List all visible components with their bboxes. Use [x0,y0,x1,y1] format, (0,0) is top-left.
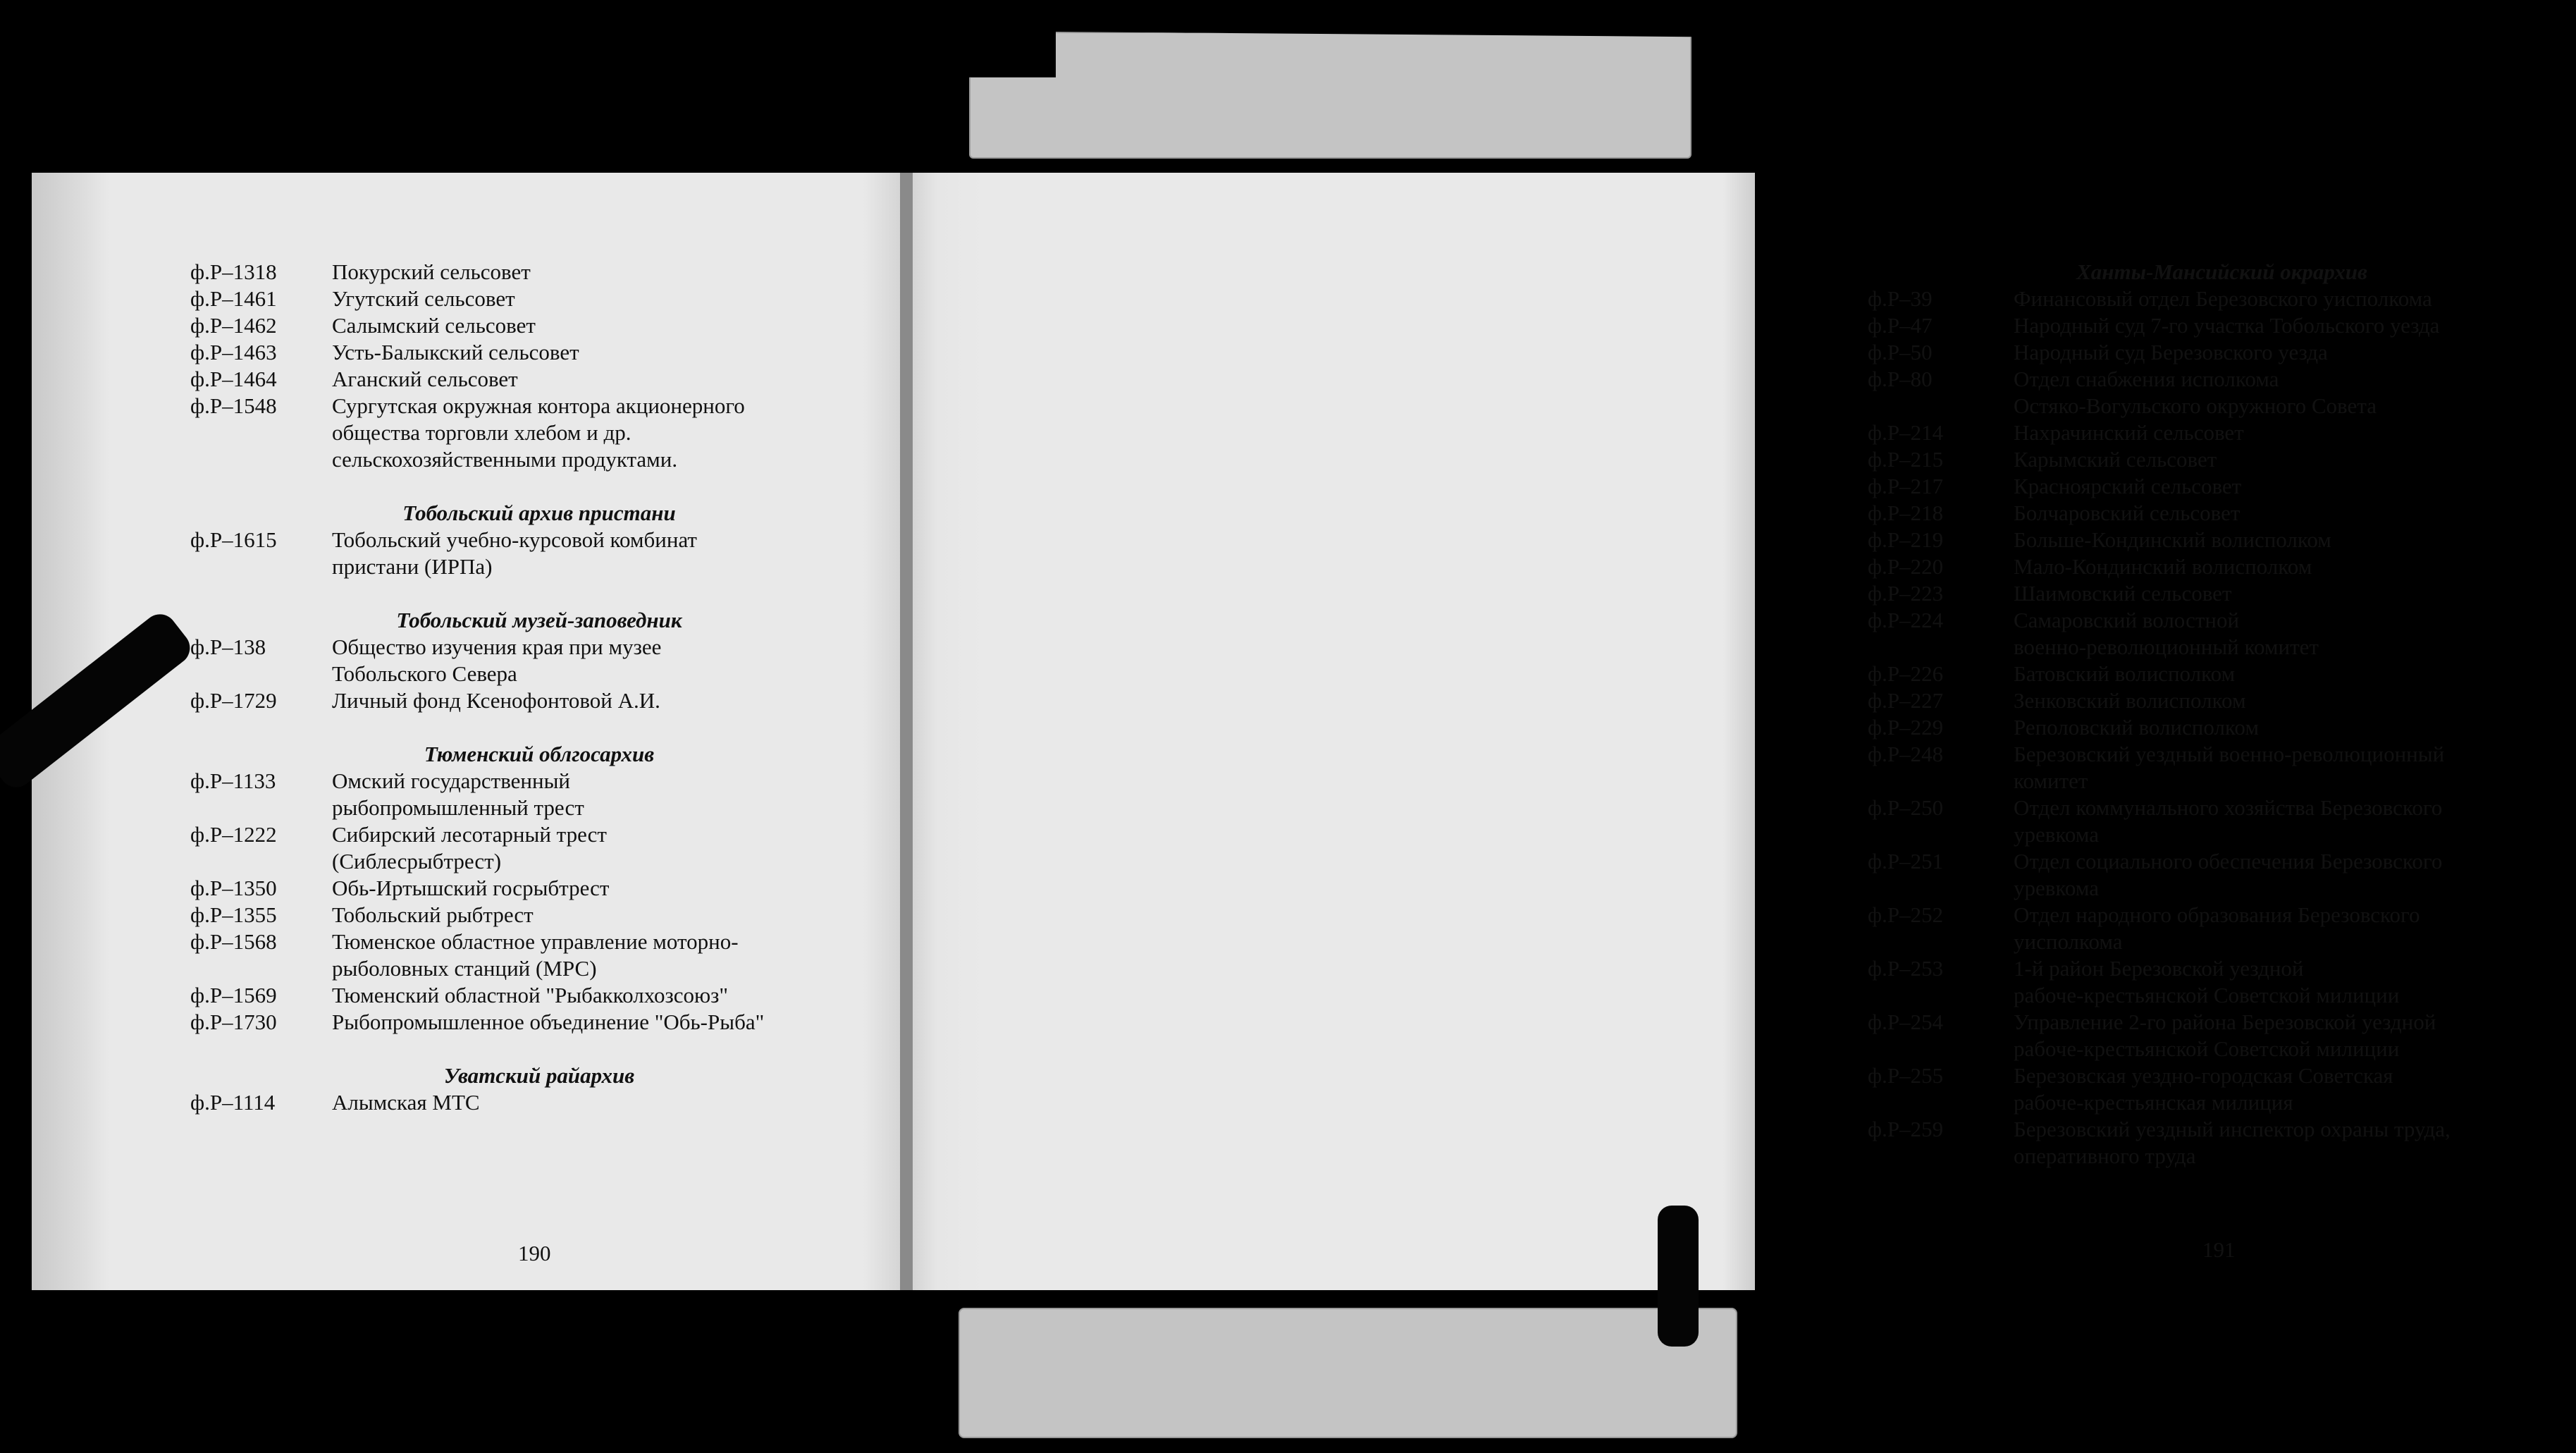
fund-name-line: Отдел социального обеспечения Березовского [2014,849,2443,873]
fund-entry [190,339,888,366]
fund-code: ф.Р–1463 [190,340,277,364]
fund-name-line: Алымская МТС [332,1090,480,1115]
marker-strap-right [1658,1206,1699,1347]
fund-name [332,634,888,687]
fund-name-line: Зенковский волисполком [2014,688,2246,713]
fund-name [2014,1116,2576,1170]
fund-name-line: Самаровский волостной [2014,608,2240,632]
fund-name-line: Нахрачинский сельсовет [2014,420,2244,445]
fund-name [332,339,888,366]
fund-entry [1868,661,2576,687]
fund-name-line: уревкома [2014,876,2099,900]
fund-name [2014,286,2576,312]
fund-entry [1868,339,2576,366]
fund-name-line: Тюменский областной "Рыбакколхозсоюз" [332,983,729,1007]
fund-name [2014,580,2576,607]
fund-name [2014,339,2576,366]
section-gap [190,714,888,741]
fund-name [332,312,888,339]
fund-name-line: Обь-Иртышский госрыбтрест [332,876,610,900]
fund-entry [1868,848,2576,902]
fund-name [2014,741,2576,795]
fund-entry [1868,580,2576,607]
fund-entry [190,1089,888,1116]
fund-entry [1868,741,2576,795]
fund-name [2014,902,2576,955]
fund-name-line: Тюменское областное управление моторно- [332,929,739,954]
fund-name [332,768,888,821]
fund-name-line: Народный суд Березовского уезда [2014,340,2328,364]
fund-entry [190,1009,888,1036]
fund-code: ф.Р–248 [1868,742,1944,766]
fund-name [2014,446,2576,473]
fund-name-line: Усть-Балыкский сельсовет [332,340,579,364]
fund-entry [190,527,888,580]
fund-entry [190,768,888,821]
fund-name-line: Остяко-Вогульского окружного Совета [2014,393,2377,418]
fund-name [2014,312,2576,339]
fund-code: ф.Р–215 [1868,447,1944,472]
fund-code: ф.Р–1730 [190,1010,277,1034]
fund-name-line: Сургутская окружная контора акционерного [332,393,745,418]
fund-entry [1868,714,2576,741]
fund-name-line: рабоче-крестьянской Советской милиции [2014,983,2400,1007]
section-heading: Ханты-Мансийский окрархив [2076,259,2367,284]
fund-name-line: оперативного труда [2014,1144,2196,1168]
fund-code: ф.Р–1464 [190,367,277,391]
fund-name-line: Тобольский учебно-курсовой комбинат [332,527,697,552]
fund-name-line: пристани (ИРПа) [332,554,493,579]
fund-entry [1868,527,2576,553]
fund-code: ф.Р–229 [1868,715,1944,740]
fund-name [2014,473,2576,500]
fund-code: ф.Р–1615 [190,527,277,552]
fund-name [2014,661,2576,687]
fund-name-line: рыбопромышленный трест [332,795,584,820]
fund-name-line: военно-революционный комитет [2014,634,2319,659]
fund-name-line: Народный суд 7-го участка Тобольского уезда [2014,313,2440,338]
section-gap [190,580,888,607]
fund-name [332,687,888,714]
right-page-listing [1868,259,2576,1170]
fund-entry [1868,500,2576,527]
fund-name-line: уисполкома [2014,929,2123,954]
fund-name [2014,1062,2576,1116]
fund-entry [1868,1009,2576,1062]
section-gap [190,1036,888,1062]
fund-name-line: Березовская уездно-городская Советская [2014,1063,2393,1088]
fund-code: ф.Р–220 [1868,554,1944,579]
fund-code: ф.Р–1462 [190,313,277,338]
fund-code: ф.Р–39 [1868,286,1933,311]
fund-code: ф.Р–254 [1868,1010,1944,1034]
book-gutter [900,173,913,1290]
fund-entry [1868,473,2576,500]
fund-entry [1868,902,2576,955]
fund-code: ф.Р–1114 [190,1090,276,1115]
fund-name-line: Личный фонд Ксенофонтовой А.И. [332,688,660,713]
fund-entry [1868,286,2576,312]
fund-code: ф.Р–259 [1868,1117,1944,1141]
fund-name-line: 1-й район Березовской уездной [2014,956,2304,981]
fund-code: ф.Р–227 [1868,688,1944,713]
fund-name-line: Больше-Кондинский волисполком [2014,527,2331,552]
fund-code: ф.Р–223 [1868,581,1944,606]
fund-name-line: Тобольский рыбтрест [332,902,534,927]
fund-entry [1868,795,2576,848]
fund-entry [190,875,888,902]
fund-name [2014,527,2576,553]
fund-entry [1868,366,2576,419]
fund-name-line: Отдел коммунального хозяйства Березовского [2014,795,2443,820]
fund-name-line: Управление 2-го района Березовской уездной [2014,1010,2436,1034]
fund-code: ф.Р–253 [1868,956,1944,981]
fund-name-line: Аганский сельсовет [332,367,518,391]
fund-name [2014,1009,2576,1062]
fund-entry [190,259,888,286]
fund-name-line: сельскохозяйственными продуктами. [332,447,678,472]
fund-entry [190,634,888,687]
fund-name [332,928,888,982]
fund-name-line: Мало-Кондинский волисполком [2014,554,2312,579]
fund-entry [190,982,888,1009]
fund-entry [190,821,888,875]
fund-code: ф.Р–80 [1868,367,1933,391]
fund-code: ф.Р–1222 [190,822,277,847]
fund-entry [190,928,888,982]
fund-entry [190,312,888,339]
section-gap [190,473,888,500]
fund-name [332,527,888,580]
fund-name-line: Батовский волисполком [2014,661,2236,686]
fund-name-line: Березовский уездный инспектор охраны труда, [2014,1117,2451,1141]
fund-name [2014,500,2576,527]
fund-code: ф.Р–47 [1868,313,1933,338]
fund-entry [1868,553,2576,580]
fund-code: ф.Р–1318 [190,259,277,284]
right-page [906,173,2451,1290]
fund-code: ф.Р–251 [1868,849,1944,873]
fund-name-line: Угутский сельсовет [332,286,515,311]
fund-entry [1868,1116,2576,1170]
fund-name-line: рабоче-крестьянской Советской милиции [2014,1036,2400,1061]
paper-strip-bottom [959,1308,1737,1438]
fund-name [332,393,888,473]
fund-name-line: Покурский сельсовет [332,259,531,284]
fund-entry [190,687,888,714]
fund-code: ф.Р–250 [1868,795,1944,820]
fund-code: ф.Р–1133 [190,768,276,793]
fund-code: ф.Р–50 [1868,340,1933,364]
fund-code: ф.Р–1548 [190,393,277,418]
fund-name [332,875,888,902]
fund-code: ф.Р–226 [1868,661,1944,686]
fund-name-line: Реполовский волисполком [2014,715,2259,740]
fund-code: ф.Р–1568 [190,929,277,954]
fund-entry [190,902,888,928]
fund-name-line: Отдел снабжения исполкома [2014,367,2279,391]
fund-name [332,902,888,928]
section-heading: Тюменский облгосархив [424,742,655,766]
fund-name-line: Отдел народного образования Березовского [2014,902,2420,927]
paper-strip-top [969,32,1691,159]
fund-name [332,1009,888,1036]
fund-entry [1868,607,2576,661]
section-heading: Тобольский архив пристани [402,501,676,525]
fund-code: ф.Р–217 [1868,474,1944,498]
fund-name-line: Березовский уездный военно-революционный [2014,742,2445,766]
fund-entry [1868,446,2576,473]
fund-name [2014,848,2576,902]
fund-name-line: Общество изучения края при музее [332,634,662,659]
fund-code: ф.Р–138 [190,634,266,659]
fund-name [2014,553,2576,580]
fund-name-line: Рыбопромышленное объединение "Обь-Рыба" [332,1010,765,1034]
fund-code: ф.Р–218 [1868,501,1944,525]
fund-code: ф.Р–1729 [190,688,277,713]
fund-name [332,1089,888,1116]
fund-name [2014,419,2576,446]
fund-name-line: общества торговли хлебом и др. [332,420,631,445]
fund-name-line: рыболовных станций (МРС) [332,956,597,981]
fund-name-line: Сибирский лесотарный трест [332,822,607,847]
fund-code: ф.Р–1569 [190,983,277,1007]
left-page-number: 190 [518,1241,551,1265]
left-page-listing [190,259,888,1116]
fund-code: ф.Р–219 [1868,527,1944,552]
fund-name-line: Салымский сельсовет [332,313,536,338]
fund-name [332,286,888,312]
fund-name-line: Тобольского Севера [332,661,517,686]
fund-code: ф.Р–224 [1868,608,1944,632]
fund-name [2014,687,2576,714]
fund-name-line: Красноярский сельсовет [2014,474,2242,498]
fund-entry [1868,955,2576,1009]
fund-entry [1868,687,2576,714]
fund-entry [1868,1062,2576,1116]
section-heading: Уватский райархив [443,1063,635,1088]
fund-name [332,259,888,286]
fund-name [2014,607,2576,661]
fund-name [332,366,888,393]
fund-entry [190,286,888,312]
fund-entry [1868,419,2576,446]
fund-name-line: рабоче-крестьянская милиция [2014,1090,2293,1115]
fund-code: ф.Р–252 [1868,902,1944,927]
fund-name-line: Омский государственный [332,768,571,793]
fund-name [2014,714,2576,741]
fund-name [2014,795,2576,848]
fund-name [2014,366,2576,419]
open-book [32,173,2451,1290]
fund-code: ф.Р–214 [1868,420,1944,445]
fund-name-line: Карымский сельсовет [2014,447,2217,472]
fund-name [332,821,888,875]
fund-code: ф.Р–1461 [190,286,277,311]
left-page [32,173,906,1290]
fund-name-line: Финансовый отдел Березовского уисполкома [2014,286,2432,311]
fund-code: ф.Р–255 [1868,1063,1944,1088]
fund-name-line: Болчаровский сельсовет [2014,501,2241,525]
fund-code: ф.Р–1355 [190,902,277,927]
right-page-number: 191 [2202,1237,2236,1262]
fund-entry [1868,312,2576,339]
fund-name [332,982,888,1009]
fund-entry [190,393,888,473]
fund-code: ф.Р–1350 [190,876,277,900]
section-heading: Тобольский музей-заповедник [396,608,682,632]
fund-entry [190,366,888,393]
fund-name-line: (Сиблесрыбтрест) [332,849,502,873]
fund-name-line: Шаимовский сельсовет [2014,581,2232,606]
fund-name-line: уревкома [2014,822,2099,847]
fund-name [2014,955,2576,1009]
fund-name-line: комитет [2014,768,2088,793]
